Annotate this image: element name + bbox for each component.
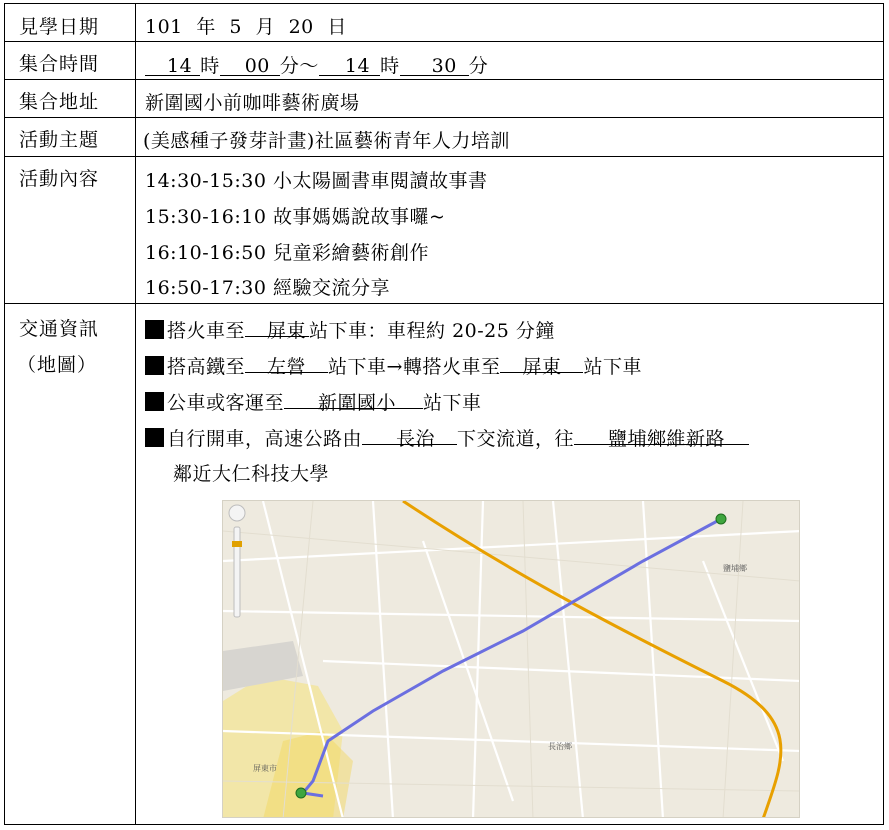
content-item: 15:30-16:10 故事媽媽說故事囉~ [145, 206, 446, 228]
bullet-square-icon [145, 392, 164, 411]
row-address [5, 80, 883, 118]
label-cell-time [5, 42, 136, 79]
label-cell-date [5, 4, 136, 41]
label-date: 見學日期 [19, 16, 100, 38]
label-transport: 交通資訊 [19, 318, 100, 340]
content-item: 16:10-16:50 兒童彩繪藝術創作 [145, 242, 429, 264]
date-day-unit: 日 [327, 16, 347, 38]
time-min-unit: 分～ [279, 55, 319, 77]
hsr-post: 站下車 [583, 356, 642, 378]
time-value [145, 51, 488, 78]
bus-pre: 公車或客運至 [167, 392, 285, 414]
date-month-unit: 月 [255, 16, 276, 38]
time-start-min: 00 [220, 55, 280, 76]
transport-car [145, 424, 749, 451]
content-item: 16:50-17:30 經驗交流分享 [145, 277, 390, 299]
theme-value: (美感種子發芽計畫)社區藝術青年人力培訓 [143, 130, 510, 152]
map-label: 屏東市 [253, 764, 277, 773]
train-post: 站下車：車程約 20-25 分鐘 [309, 320, 555, 342]
bullet-square-icon [145, 356, 164, 375]
date-year-unit: 年 [196, 16, 216, 38]
date-value [145, 12, 354, 39]
car-road: 鹽埔鄉維新路 [574, 424, 749, 445]
time-end-hour-unit: 時 [380, 55, 400, 77]
map-label: 長治鄉 [548, 742, 572, 751]
date-month: 5 [229, 16, 242, 38]
route-map-svg [223, 501, 800, 818]
car-exit: 長治 [362, 424, 457, 445]
hsr-mid: 站下車→轉搭火車至 [328, 356, 501, 378]
label-cell-content [5, 157, 136, 303]
label-address: 集合地址 [19, 91, 100, 113]
bus-blank [399, 388, 423, 409]
label-content: 活動內容 [19, 168, 100, 190]
map-end-marker-icon [716, 514, 726, 524]
label-cell-address [5, 80, 136, 117]
content-item: 14:30-15:30 小太陽圖書車閱讀故事書 [145, 170, 488, 192]
info-table [4, 3, 884, 825]
bus-post: 站下車 [423, 392, 482, 414]
hsr-station: 左營 [245, 352, 328, 373]
hsr-pre: 搭高鐵至 [167, 356, 246, 378]
label-theme: 活動主題 [19, 129, 100, 151]
hsr-station2: 屏東 [500, 352, 583, 373]
time-start-hour: 14 [145, 55, 200, 76]
bus-stop: 新圍國小 [284, 388, 399, 409]
row-date [5, 4, 883, 42]
route-map [222, 500, 800, 818]
time-end-hour: 14 [319, 55, 380, 76]
time-hour-unit: 時 [200, 55, 220, 77]
map-start-marker-icon [296, 788, 306, 798]
date-year: 101 [145, 16, 183, 38]
date-day: 20 [288, 16, 314, 38]
row-theme [5, 118, 883, 157]
row-time [5, 42, 883, 80]
address-value: 新圍國小前咖啡藝術廣場 [145, 92, 360, 114]
car-mid: 下交流道，往 [457, 428, 575, 450]
time-end-min-unit: 分 [468, 55, 489, 77]
transport-hsr [145, 352, 642, 379]
label-time: 集合時間 [19, 53, 100, 75]
car-line2: 鄰近大仁科技大學 [173, 463, 330, 485]
time-end-min: 30 [400, 55, 469, 76]
train-station: 屏東 [245, 316, 309, 337]
label-cell-transport [5, 304, 136, 824]
transport-train [145, 316, 555, 343]
map-label: 鹽埔鄉 [723, 564, 747, 573]
label-transport-map: （地圖） [17, 354, 98, 376]
train-pre: 搭火車至 [167, 320, 246, 342]
row-transport [5, 304, 883, 824]
bullet-square-icon [145, 428, 164, 447]
bullet-square-icon [145, 320, 164, 339]
row-content [5, 157, 883, 304]
car-pre: 自行開車，高速公路由 [167, 428, 363, 450]
transport-bus [145, 388, 482, 415]
label-cell-theme [5, 118, 136, 156]
